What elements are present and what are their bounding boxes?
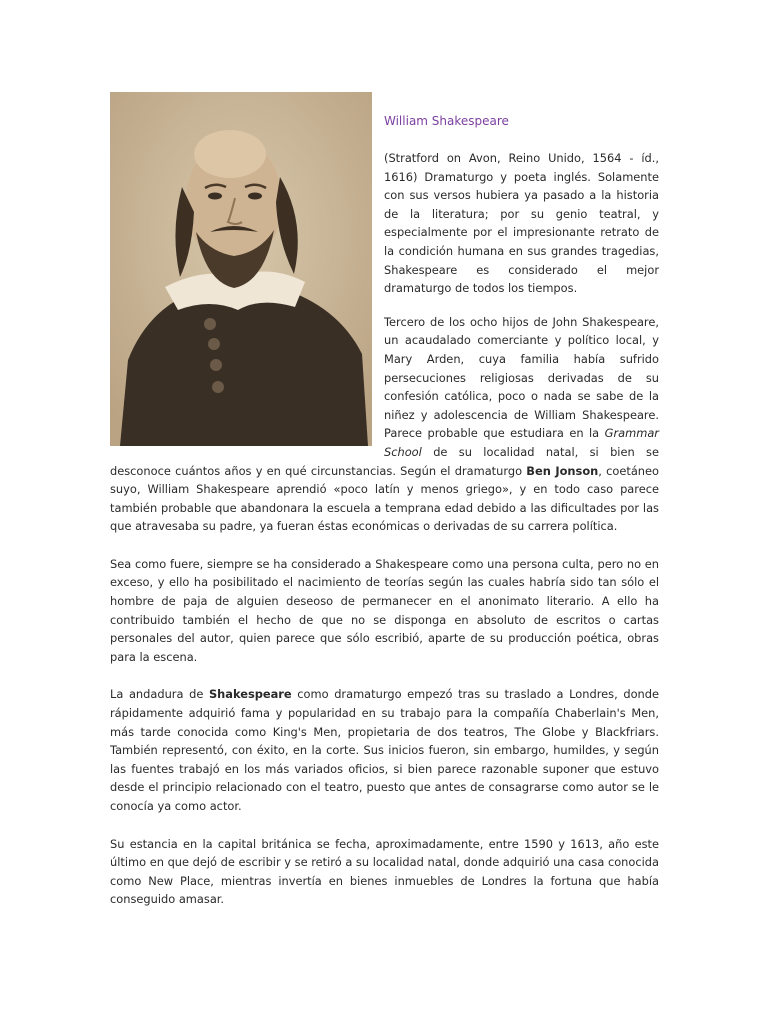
- paragraph-career: [110, 685, 659, 815]
- paragraph-early-life-text-a: Tercero de los ocho hijos de John Shakespeare, un acaudalado comerciante y político local, y Mary Arden, cuya familia había sufrido persecuciones religiosas derivadas de su confesión católica, poco o nada se sabe de la niñez y adolescencia de William Shakespeare. Parece probable que estudiara en la: [384, 314, 659, 441]
- paragraph-intro: (Stratford on Avon, Reino Unido, 1564 - íd., 1616) Dramaturgo y poeta inglés. Solamente con sus versos hubiera ya pasado a la historia de la literatura; por su genio teatral, y especialmente por el impresionante retrato de la condición humana en sus grandes tragedias, Shakespeare es considerado el mejor dramaturgo de todos los tiempos.: [384, 151, 659, 296]
- paragraph-early-life-text-b: de su localidad natal, si bien se desconoce cuántos años y en qué circunstancias. Según el dramaturgo: [110, 444, 659, 478]
- shakespeare-portrait-image: [110, 92, 372, 446]
- document-title: William Shakespeare: [384, 114, 509, 128]
- ben-jonson-name: Ben Jonson: [526, 463, 599, 478]
- paragraph-early-life-text-c: , coetáneo suyo, William Shakespeare aprendió «poco latín y menos griego», y en todo caso parece también probable que abandonara la escuela a temprana edad debido a las dificultades por las que atravesaba su padre, ya fueran éstas económicas o derivadas de su carrera política.: [110, 463, 659, 534]
- paragraph-career-text-b: como dramaturgo empezó tras su traslado a Londres, donde rápidamente adquirió fama y popularidad en su trabajo para la compañía Chaberlain's Men, más tarde conocida como King's Men, propietaria de dos teatros, The Globe y Blackfriars. También representó, con éxito, en la corte. Sus inicios fueron, sin embargo, humildes, y según las fuentes trabajó en los más variados oficios, si bien parece razonable suponer que estuvo desde el principio relacionado con el teatro, puesto que antes de consagrarse como autor se le conocía ya como actor.: [110, 687, 660, 813]
- paragraph-authorship: Sea como fuere, siempre se ha considerado a Shakespeare como una persona culta, pero no en exceso, y ello ha posibilitado el nacimiento de teorías según las cuales habría sido tan sólo el hombre de paja de alguien deseoso de permanecer en el anonimato literario. A ello ha contribuido también el hecho de que no se disponga en absoluto de escritos o cartas personales del autor, quien parece que sólo escribió, aparte de su producción poética, obras para la escena.: [110, 556, 659, 664]
- document-page: [110, 92, 659, 928]
- shakespeare-name-bold: Shakespeare: [208, 687, 292, 702]
- grammar-school-term: Grammar School: [384, 426, 659, 459]
- paragraph-career-text-a: La andadura de: [110, 687, 209, 702]
- paragraph-london: Su estancia en la capital británica se fecha, aproximadamente, entre 1590 y 1613, año este último en que dejó de escribir y se retiró a su localidad natal, donde adquirió una casa conocida como New Place, mientras invertía en bienes inmuebles de Londres la fortuna que había conseguido amasar.: [110, 836, 659, 907]
